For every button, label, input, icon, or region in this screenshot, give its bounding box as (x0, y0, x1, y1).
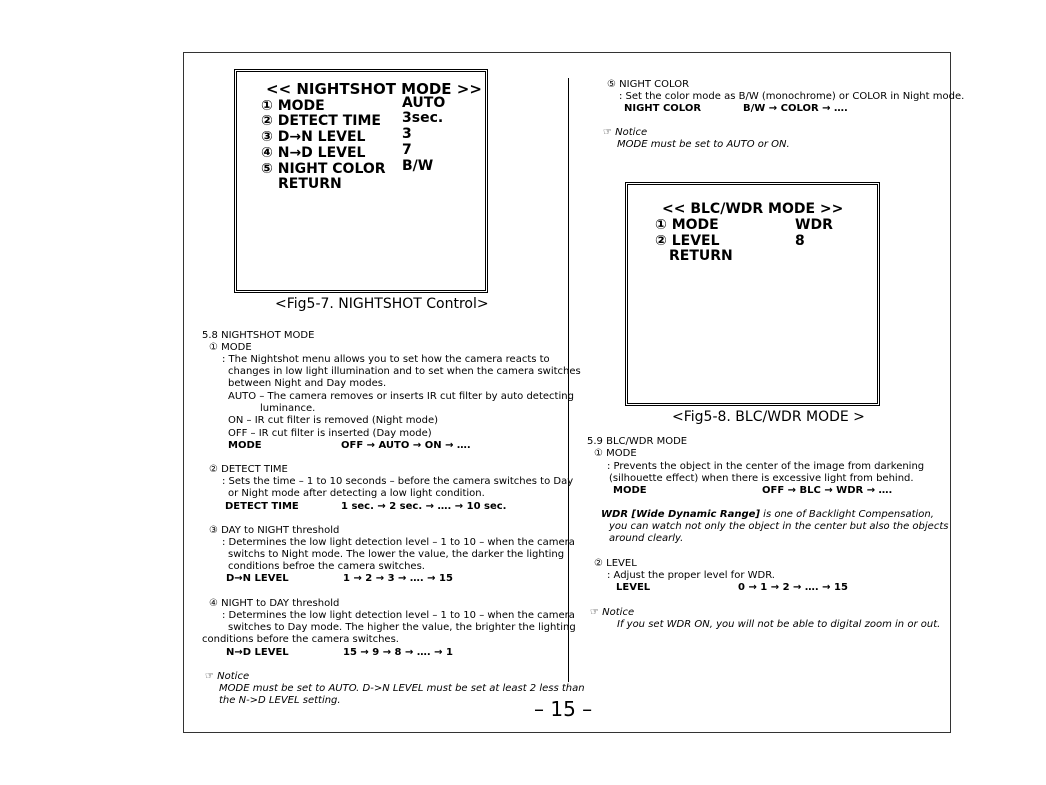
subsection-heading: ③ DAY to NIGHT threshold (209, 525, 340, 536)
body-text: AUTO – The camera removes or inserts IR cut filter by auto detecting (228, 391, 574, 402)
notice-text: the N->D LEVEL setting. (219, 695, 341, 706)
section-heading: 5.9 BLC/WDR MODE (587, 436, 688, 447)
notice-text: MODE must be set to AUTO. D->N LEVEL must be set at least 2 less than (219, 683, 585, 694)
figure-caption: <Fig5-8. BLC/WDR MODE > (672, 409, 865, 425)
blc-wdr-menu-box (625, 182, 880, 406)
subsection-heading: ⑤ NIGHT COLOR (607, 79, 690, 90)
body-text: : Prevents the object in the center of the image from darkening (607, 461, 925, 472)
notice-label: ☞ Notice (205, 671, 250, 682)
setting-label: MODE (613, 485, 647, 496)
notice-text: If you set WDR ON, you will not be able to digital zoom in or out. (617, 619, 941, 630)
menu-item-dn-level: ③ D→N LEVEL (261, 129, 366, 145)
subsection-heading: ① MODE (209, 342, 252, 353)
setting-sequence: B/W → COLOR → …. (743, 103, 848, 114)
body-text: you can watch not only the object in the center but also the objects (609, 521, 949, 532)
setting-sequence: 15 → 9 → 8 → …. → 1 (343, 647, 453, 658)
setting-label: LEVEL (616, 582, 651, 593)
menu-item-mode: ① MODE (655, 217, 719, 233)
menu-value-level: 8 (795, 233, 805, 249)
page-number: – 15 – (534, 697, 593, 721)
menu-item-detect-time: ② DETECT TIME (261, 113, 381, 129)
setting-label: NIGHT COLOR (624, 103, 702, 114)
menu-value-mode: AUTO (402, 95, 446, 111)
notice-label: ☞ Notice (590, 607, 635, 618)
wdr-description-text: is one of Backlight Compensation, (759, 509, 934, 520)
body-text: switches to Day mode. The higher the value, the brighter the lighting (228, 622, 576, 633)
menu-value-detect-time: 3sec. (402, 110, 444, 126)
menu-value-dn-level: 3 (402, 126, 412, 142)
setting-label: DETECT TIME (225, 501, 299, 512)
menu-item-level: ② LEVEL (655, 233, 720, 249)
menu-title: << BLC/WDR MODE >> (662, 201, 844, 217)
setting-sequence: 0 → 1 → 2 → …. → 15 (738, 582, 848, 593)
subsection-heading: ② LEVEL (594, 558, 637, 569)
section-heading: 5.8 NIGHTSHOT MODE (202, 330, 315, 341)
setting-label: MODE (228, 440, 262, 451)
body-text: changes in low light illumination and to set when the camera switches (228, 366, 581, 377)
subsection-heading: ② DETECT TIME (209, 464, 288, 475)
body-text: : Set the color mode as B/W (monochrome) or COLOR in Night mode. (619, 91, 965, 102)
column-divider (568, 78, 569, 682)
setting-label: N→D LEVEL (226, 647, 289, 658)
wdr-term: WDR [Wide Dynamic Range] (601, 509, 760, 520)
menu-item-mode: ① MODE (261, 98, 325, 114)
notice-text: MODE must be set to AUTO or ON. (617, 139, 790, 150)
menu-item-nd-level: ④ N→D LEVEL (261, 145, 366, 161)
menu-item-return: RETURN (669, 248, 733, 264)
body-text: OFF – IR cut filter is inserted (Day mode) (228, 428, 432, 439)
menu-item-night-color: ⑤ NIGHT COLOR (261, 161, 386, 177)
body-text: between Night and Day modes. (228, 378, 387, 389)
body-text: conditions befroe the camera switches. (228, 561, 425, 572)
menu-value-mode: WDR (795, 217, 833, 233)
body-text: : Sets the time – 1 to 10 seconds – before the camera switches to Day (222, 476, 574, 487)
setting-sequence: OFF → AUTO → ON → …. (341, 440, 471, 451)
body-text: (silhouette effect) when there is excessive light from behind. (609, 473, 914, 484)
nightshot-menu-box (234, 69, 488, 293)
body-text: conditions before the camera switches. (202, 634, 399, 645)
setting-label: D→N LEVEL (226, 573, 289, 584)
body-text: ON – IR cut filter is removed (Night mode) (228, 415, 439, 426)
figure-caption: <Fig5-7. NIGHTSHOT Control> (275, 296, 489, 312)
setting-sequence: OFF → BLC → WDR → …. (762, 485, 893, 496)
body-text: around clearly. (609, 533, 684, 544)
body-text: : The Nightshot menu allows you to set how the camera reacts to (222, 354, 550, 365)
menu-title: << NIGHTSHOT MODE >> (266, 80, 482, 98)
body-text: : Determines the low light detection level – 1 to 10 – when the camera (222, 610, 575, 621)
subsection-heading: ④ NIGHT to DAY threshold (209, 598, 340, 609)
subsection-heading: ① MODE (594, 448, 637, 459)
wdr-description (601, 509, 934, 521)
body-text: or Night mode after detecting a low light condition. (228, 488, 485, 499)
body-text: : Determines the low light detection level – 1 to 10 – when the camera (222, 537, 575, 548)
body-text: luminance. (260, 403, 316, 414)
setting-sequence: 1 sec. → 2 sec. → …. → 10 sec. (341, 501, 507, 512)
notice-label: ☞ Notice (603, 127, 648, 138)
setting-sequence: 1 → 2 → 3 → …. → 15 (343, 573, 453, 584)
body-text: : Adjust the proper level for WDR. (607, 570, 775, 581)
menu-item-return: RETURN (278, 176, 342, 192)
body-text: switchs to Night mode. The lower the value, the darker the lighting (228, 549, 565, 560)
menu-value-nd-level: 7 (402, 142, 412, 158)
menu-value-night-color: B/W (402, 158, 434, 174)
